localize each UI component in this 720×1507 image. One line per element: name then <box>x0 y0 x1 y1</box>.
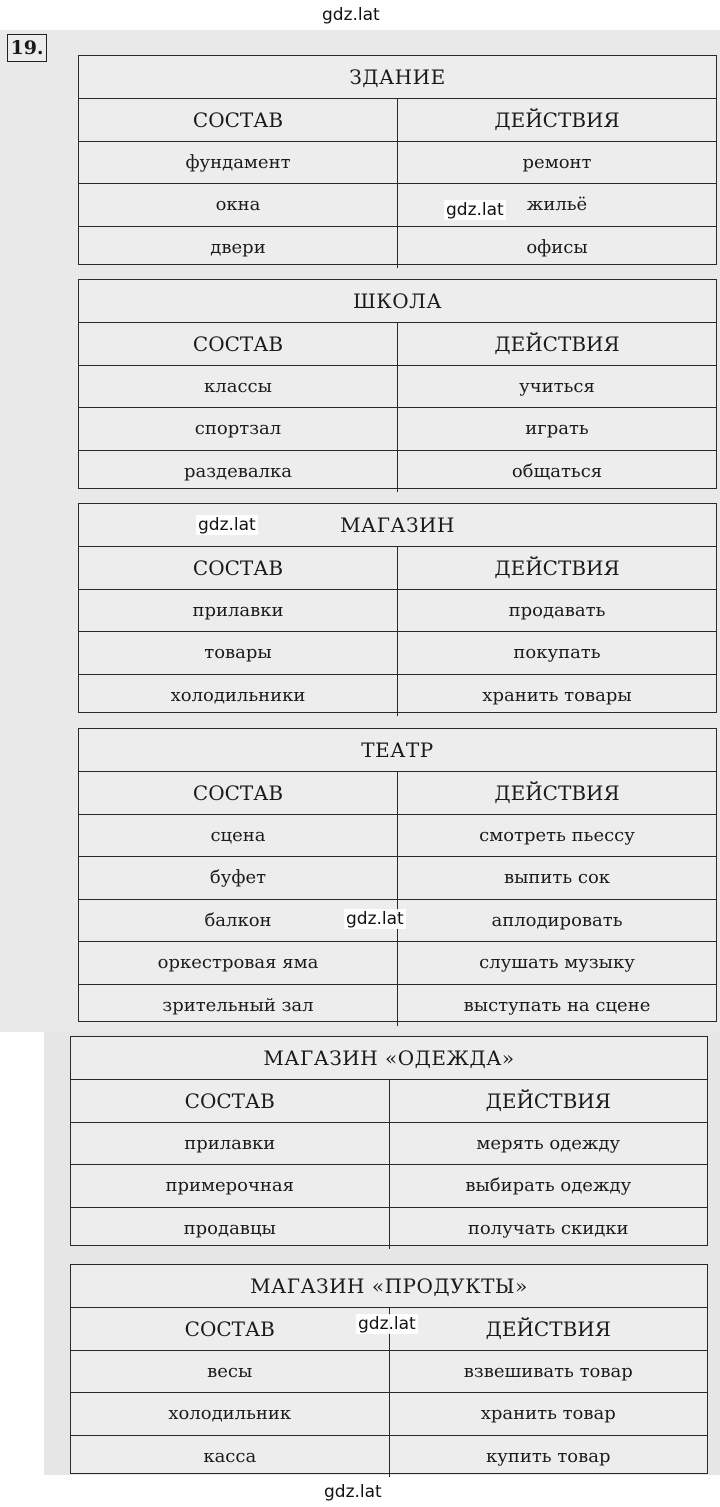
table-cell: покупать <box>513 642 601 664</box>
table-cell: оркестровая яма <box>79 942 398 984</box>
table-cell: прилавки <box>71 1123 390 1165</box>
table-cell: холодильники <box>79 675 398 717</box>
table-shop <box>78 503 717 713</box>
table-school <box>78 279 717 489</box>
table-row <box>79 675 716 717</box>
table-clothing-store <box>70 1036 708 1246</box>
table-cell: хранить товар <box>480 1403 616 1425</box>
column-header-composition: СОСТАВ <box>79 547 398 589</box>
table-header-row <box>79 772 716 815</box>
table-row <box>71 1123 707 1166</box>
column-header-actions: ДЕЙСТВИЯ <box>494 331 620 356</box>
table-row <box>79 857 716 900</box>
table-cell: выбирать одежду <box>465 1175 632 1197</box>
table-header-row <box>71 1080 707 1123</box>
table-row <box>79 942 716 985</box>
table-cell: сцена <box>79 815 398 857</box>
table-row <box>79 408 716 451</box>
table-cell: жильё <box>526 194 588 216</box>
column-header-composition: СОСТАВ <box>79 323 398 365</box>
table-cell: двери <box>79 227 398 269</box>
table-cell: учиться <box>519 375 595 397</box>
table-title: МАГАЗИН «ОДЕЖДА» <box>71 1037 707 1080</box>
table-cell: хранить товары <box>482 684 632 706</box>
table-row <box>79 815 716 858</box>
table-cell: аплодировать <box>491 909 623 931</box>
table-cell: мерять одежду <box>476 1132 621 1154</box>
table-cell: классы <box>79 366 398 408</box>
table-cell: продавать <box>508 599 606 621</box>
watermark: gdz.lat <box>346 909 404 929</box>
table-theatre <box>78 728 717 1022</box>
table-cell: раздевалка <box>79 451 398 493</box>
table-cell: зрительный зал <box>79 985 398 1027</box>
table-cell: взвешивать товар <box>463 1360 633 1382</box>
table-row <box>79 451 716 493</box>
table-header-row <box>79 547 716 590</box>
table-cell: примерочная <box>71 1165 390 1207</box>
watermark: gdz.lat <box>198 515 256 535</box>
table-row <box>71 1351 707 1394</box>
table-cell: продавцы <box>71 1208 390 1250</box>
column-header-composition: СОСТАВ <box>71 1080 390 1122</box>
column-header-actions: ДЕЙСТВИЯ <box>494 780 620 805</box>
table-row <box>79 366 716 409</box>
table-building <box>78 55 717 265</box>
column-header-composition: СОСТАВ <box>71 1308 390 1350</box>
exercise-number: 19. <box>7 34 47 62</box>
table-cell: прилавки <box>79 590 398 632</box>
table-row <box>79 184 716 227</box>
table-header-row <box>79 99 716 142</box>
column-header-actions: ДЕЙСТВИЯ <box>485 1088 611 1113</box>
table-cell: купить товар <box>486 1445 611 1467</box>
column-header-actions: ДЕЙСТВИЯ <box>494 555 620 580</box>
table-cell: играть <box>525 418 589 440</box>
table-header-row <box>79 323 716 366</box>
table-cell: общаться <box>511 460 603 482</box>
table-title: МАГАЗИН «ПРОДУКТЫ» <box>71 1265 707 1308</box>
table-cell: балкон <box>79 900 398 942</box>
table-title: ШКОЛА <box>79 280 716 323</box>
table-row <box>79 142 716 185</box>
watermark-bottom: gdz.lat <box>324 1482 382 1502</box>
table-row <box>71 1208 707 1250</box>
table-cell: слушать музыку <box>479 952 635 974</box>
table-row <box>79 227 716 269</box>
table-cell: спортзал <box>79 408 398 450</box>
table-cell: выступать на сцене <box>463 994 651 1016</box>
table-row <box>71 1165 707 1208</box>
table-cell: смотреть пьессу <box>479 824 635 846</box>
table-title: ТЕАТР <box>79 729 716 772</box>
column-header-actions: ДЕЙСТВИЯ <box>485 1316 611 1341</box>
table-cell: холодильник <box>71 1393 390 1435</box>
column-header-actions: ДЕЙСТВИЯ <box>494 107 620 132</box>
table-cell: ремонт <box>522 151 592 173</box>
table-cell: буфет <box>79 857 398 899</box>
watermark-top: gdz.lat <box>322 5 380 25</box>
table-title: ЗДАНИЕ <box>79 56 716 99</box>
table-cell: товары <box>79 632 398 674</box>
table-cell: фундамент <box>79 142 398 184</box>
table-cell: весы <box>71 1351 390 1393</box>
table-row <box>79 590 716 633</box>
table-title: МАГАЗИН <box>79 504 716 547</box>
table-cell: офисы <box>526 236 588 258</box>
table-cell: окна <box>79 184 398 226</box>
watermark: gdz.lat <box>446 200 504 220</box>
watermark: gdz.lat <box>358 1314 416 1334</box>
table-row <box>79 985 716 1027</box>
table-cell: касса <box>71 1436 390 1478</box>
table-cell: получать скидки <box>467 1217 629 1239</box>
table-row <box>71 1393 707 1436</box>
column-header-composition: СОСТАВ <box>79 772 398 814</box>
column-header-composition: СОСТАВ <box>79 99 398 141</box>
table-row <box>79 632 716 675</box>
table-row <box>71 1436 707 1478</box>
table-cell: выпить сок <box>503 867 611 889</box>
table-grocery-store <box>70 1264 708 1474</box>
